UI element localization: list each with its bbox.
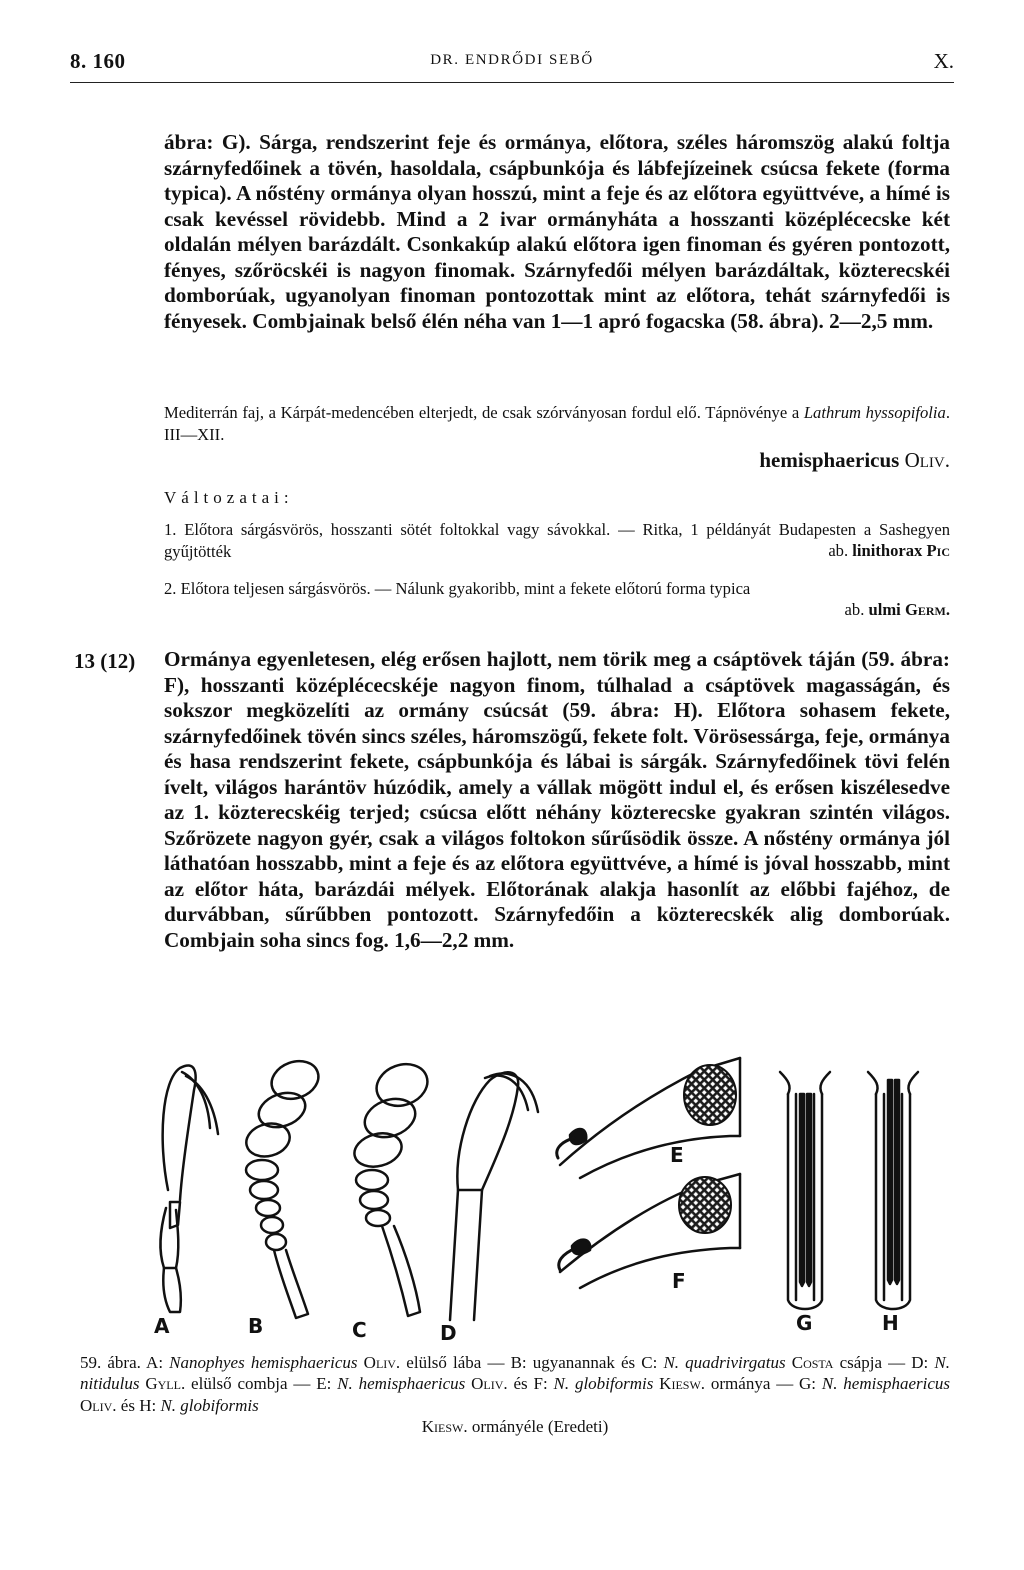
- caption-taxon: N. globiformis: [553, 1374, 654, 1394]
- figure-caption: [80, 1352, 950, 1438]
- variant-rank: ab.: [844, 600, 865, 619]
- figure-label-e: E: [670, 1143, 684, 1167]
- variant-item: 1. Előtora sárgásvörös, hosszanti sötét foltokkal vagy sávokkal. — Ritka, 1 példányát Budapesten a Sashegyen gyűjtötték: [164, 520, 950, 561]
- caption-author: Kiesw.: [421, 1417, 468, 1437]
- caption-author: Oliv.: [357, 1353, 401, 1372]
- caption-taxon: Nanophyes hemisphaericus: [169, 1353, 358, 1372]
- figure-label-c: C: [352, 1318, 367, 1340]
- running-head-family: X.: [933, 49, 954, 73]
- caption-author: Kiesw.: [653, 1374, 706, 1394]
- variant-author: Pic: [926, 541, 950, 560]
- species-author: Oliv.: [904, 448, 950, 472]
- caption-taxon: N. globiformis: [160, 1395, 259, 1415]
- couplet-number: 13 (12): [74, 649, 136, 673]
- figure-label-g: G: [796, 1311, 813, 1335]
- distribution-text-b: . III—XII.: [164, 403, 950, 444]
- variant-item: 2. Előtora teljesen sárgásvörös. — Nálunk gyakoribb, mint a fekete előtorú forma typica: [164, 579, 751, 598]
- header-rule: [70, 82, 954, 83]
- caption-author: Oliv.: [465, 1374, 508, 1394]
- variant-rank: ab.: [828, 541, 849, 560]
- caption-taxon: N. hemisphaericus: [821, 1374, 951, 1394]
- running-head-author: DR. ENDRŐDI SEBŐ: [430, 52, 594, 68]
- species-epithet: hemisphaericus: [759, 448, 900, 472]
- caption-text: és F:: [507, 1374, 554, 1394]
- caption-text: ormánya — G:: [705, 1374, 822, 1394]
- species-description: ábra: G). Sárga, rendszerint feje és ormánya, előtora, széles háromszög alakú foltja szárnyfedőinek a tövén, hasoldala, csápbunkója és lábfejízeinek csúcsa fekete (forma typica). A nőstény ormánya olyan hosszú, mint a feje és az előtora együttvéve, a hímé is csak kevéssel rövidebb. Mind a 2 ivar ormányháta a hosszanti középlécecske két oldalán mélyen barázdált. Csonkakúp alakú előtora igen finoman és gyéren pontozott, fényes, szőröcskéi is nagyon finomak. Szárnyfedői mélyen barázdáltak, közterecskéi domborúak, ugyanolyan finoman pontozottak mint az előtora, tehát szárnyfedői is fényesek. Combjainak belső élén néha van 1—1 apró fogacska (58. ábra). 2—2,5 mm.: [164, 130, 950, 333]
- couplet-text: Ormánya egyenletesen, elég erősen hajlott, nem törik meg a csáptövek táján (59. ábra: F), hosszanti középlécecskéje nagyon finom, túlhalad a csáptövek magasságán, és sokszor megközelíti az ormány csúcsát (59. ábra: H). Előtora sohasem fekete, szárnyfedőinek tövén sincs széles, háromszögű, fekete folt. Vörösessárga, feje, ormánya és hasa rendszerint fekete, csápbunkója és lábai is sárgák. Szárnyfedőinek tövi felén ívelt, világos harántöv húzódik, amely a vállak mögött indul el, és erősen kiszélesedve az 1. közterecskéig terjed; csúcsa előtt néhány közterecske gyakran szintén világos. Szőrözete nagyon gyér, csak a világos foltokon sűrűsödik össze. A nőstény ormánya jól láthatóan hosszabb, mint a feje és az előtora együttvéve, a hímé is jóval hosszabb, mint az előtor háta, barázdái mélyek. Előtorának alakja hasonlít az előbbi fajéhoz, de durvábban, sűrűbben pontozott. Szárnyfedőin a közterecskék alig domborúak. Combjain soha sincs fog. 1,6—2,2 mm.: [164, 647, 950, 952]
- caption-author: Oliv.: [80, 1395, 117, 1415]
- page-number: 8. 160: [70, 49, 126, 73]
- caption-text: és H:: [116, 1395, 161, 1415]
- host-plant: Lathrum hyssopifolia: [803, 403, 946, 422]
- figure-59: [140, 1050, 940, 1340]
- figure-label-d: D: [440, 1321, 457, 1340]
- caption-text: csápja — D:: [833, 1353, 935, 1372]
- drawing-d-femur: [450, 1072, 538, 1320]
- variant-author: Germ.: [904, 600, 950, 619]
- drawing-h-rostrum-edge: [868, 1072, 918, 1309]
- drawing-c-antenna: [351, 1057, 434, 1316]
- caption-taxon: N. hemisphaericus: [337, 1374, 466, 1394]
- caption-taxon: N. nitidulus: [80, 1353, 950, 1394]
- variant-epithet: ulmi: [868, 600, 901, 619]
- caption-text: elülső lába — B: ugyanannak és C:: [400, 1353, 664, 1372]
- caption-author: Costa: [785, 1353, 834, 1372]
- drawing-f-rostrum: [559, 1174, 740, 1288]
- variants-heading: Változatai:: [164, 488, 294, 507]
- distribution-note: [164, 402, 950, 445]
- drawing-g-rostrum-edge: [780, 1072, 830, 1309]
- variant-epithet: linithorax: [852, 541, 923, 560]
- distribution-text-a: Mediterrán faj, a Kárpát-medencében elterjedt, de csak szórványosan fordul elő. Tápnövénye a: [164, 403, 804, 422]
- drawing-a-fore-leg: [160, 1065, 218, 1312]
- caption-author: Gyll.: [139, 1374, 186, 1394]
- running-head: [70, 49, 954, 79]
- figure-label-b: B: [248, 1314, 264, 1338]
- figure-label-f: F: [672, 1269, 686, 1293]
- figure-label-h: H: [882, 1311, 899, 1335]
- drawing-e-rostrum: [557, 1058, 740, 1178]
- figure-label-a: A: [154, 1314, 170, 1338]
- variant-name: [845, 600, 950, 620]
- drawing-b-antenna: [243, 1055, 324, 1318]
- caption-text: 59. ábra. A:: [80, 1353, 170, 1372]
- caption-text: elülső combja — E:: [185, 1374, 338, 1394]
- caption-text: ormányéle (Eredeti): [467, 1417, 609, 1437]
- caption-taxon: N. quadrivirgatus: [663, 1353, 786, 1372]
- variant-name: [828, 541, 950, 561]
- species-name: [759, 448, 950, 473]
- caption-last-line: [80, 1416, 950, 1437]
